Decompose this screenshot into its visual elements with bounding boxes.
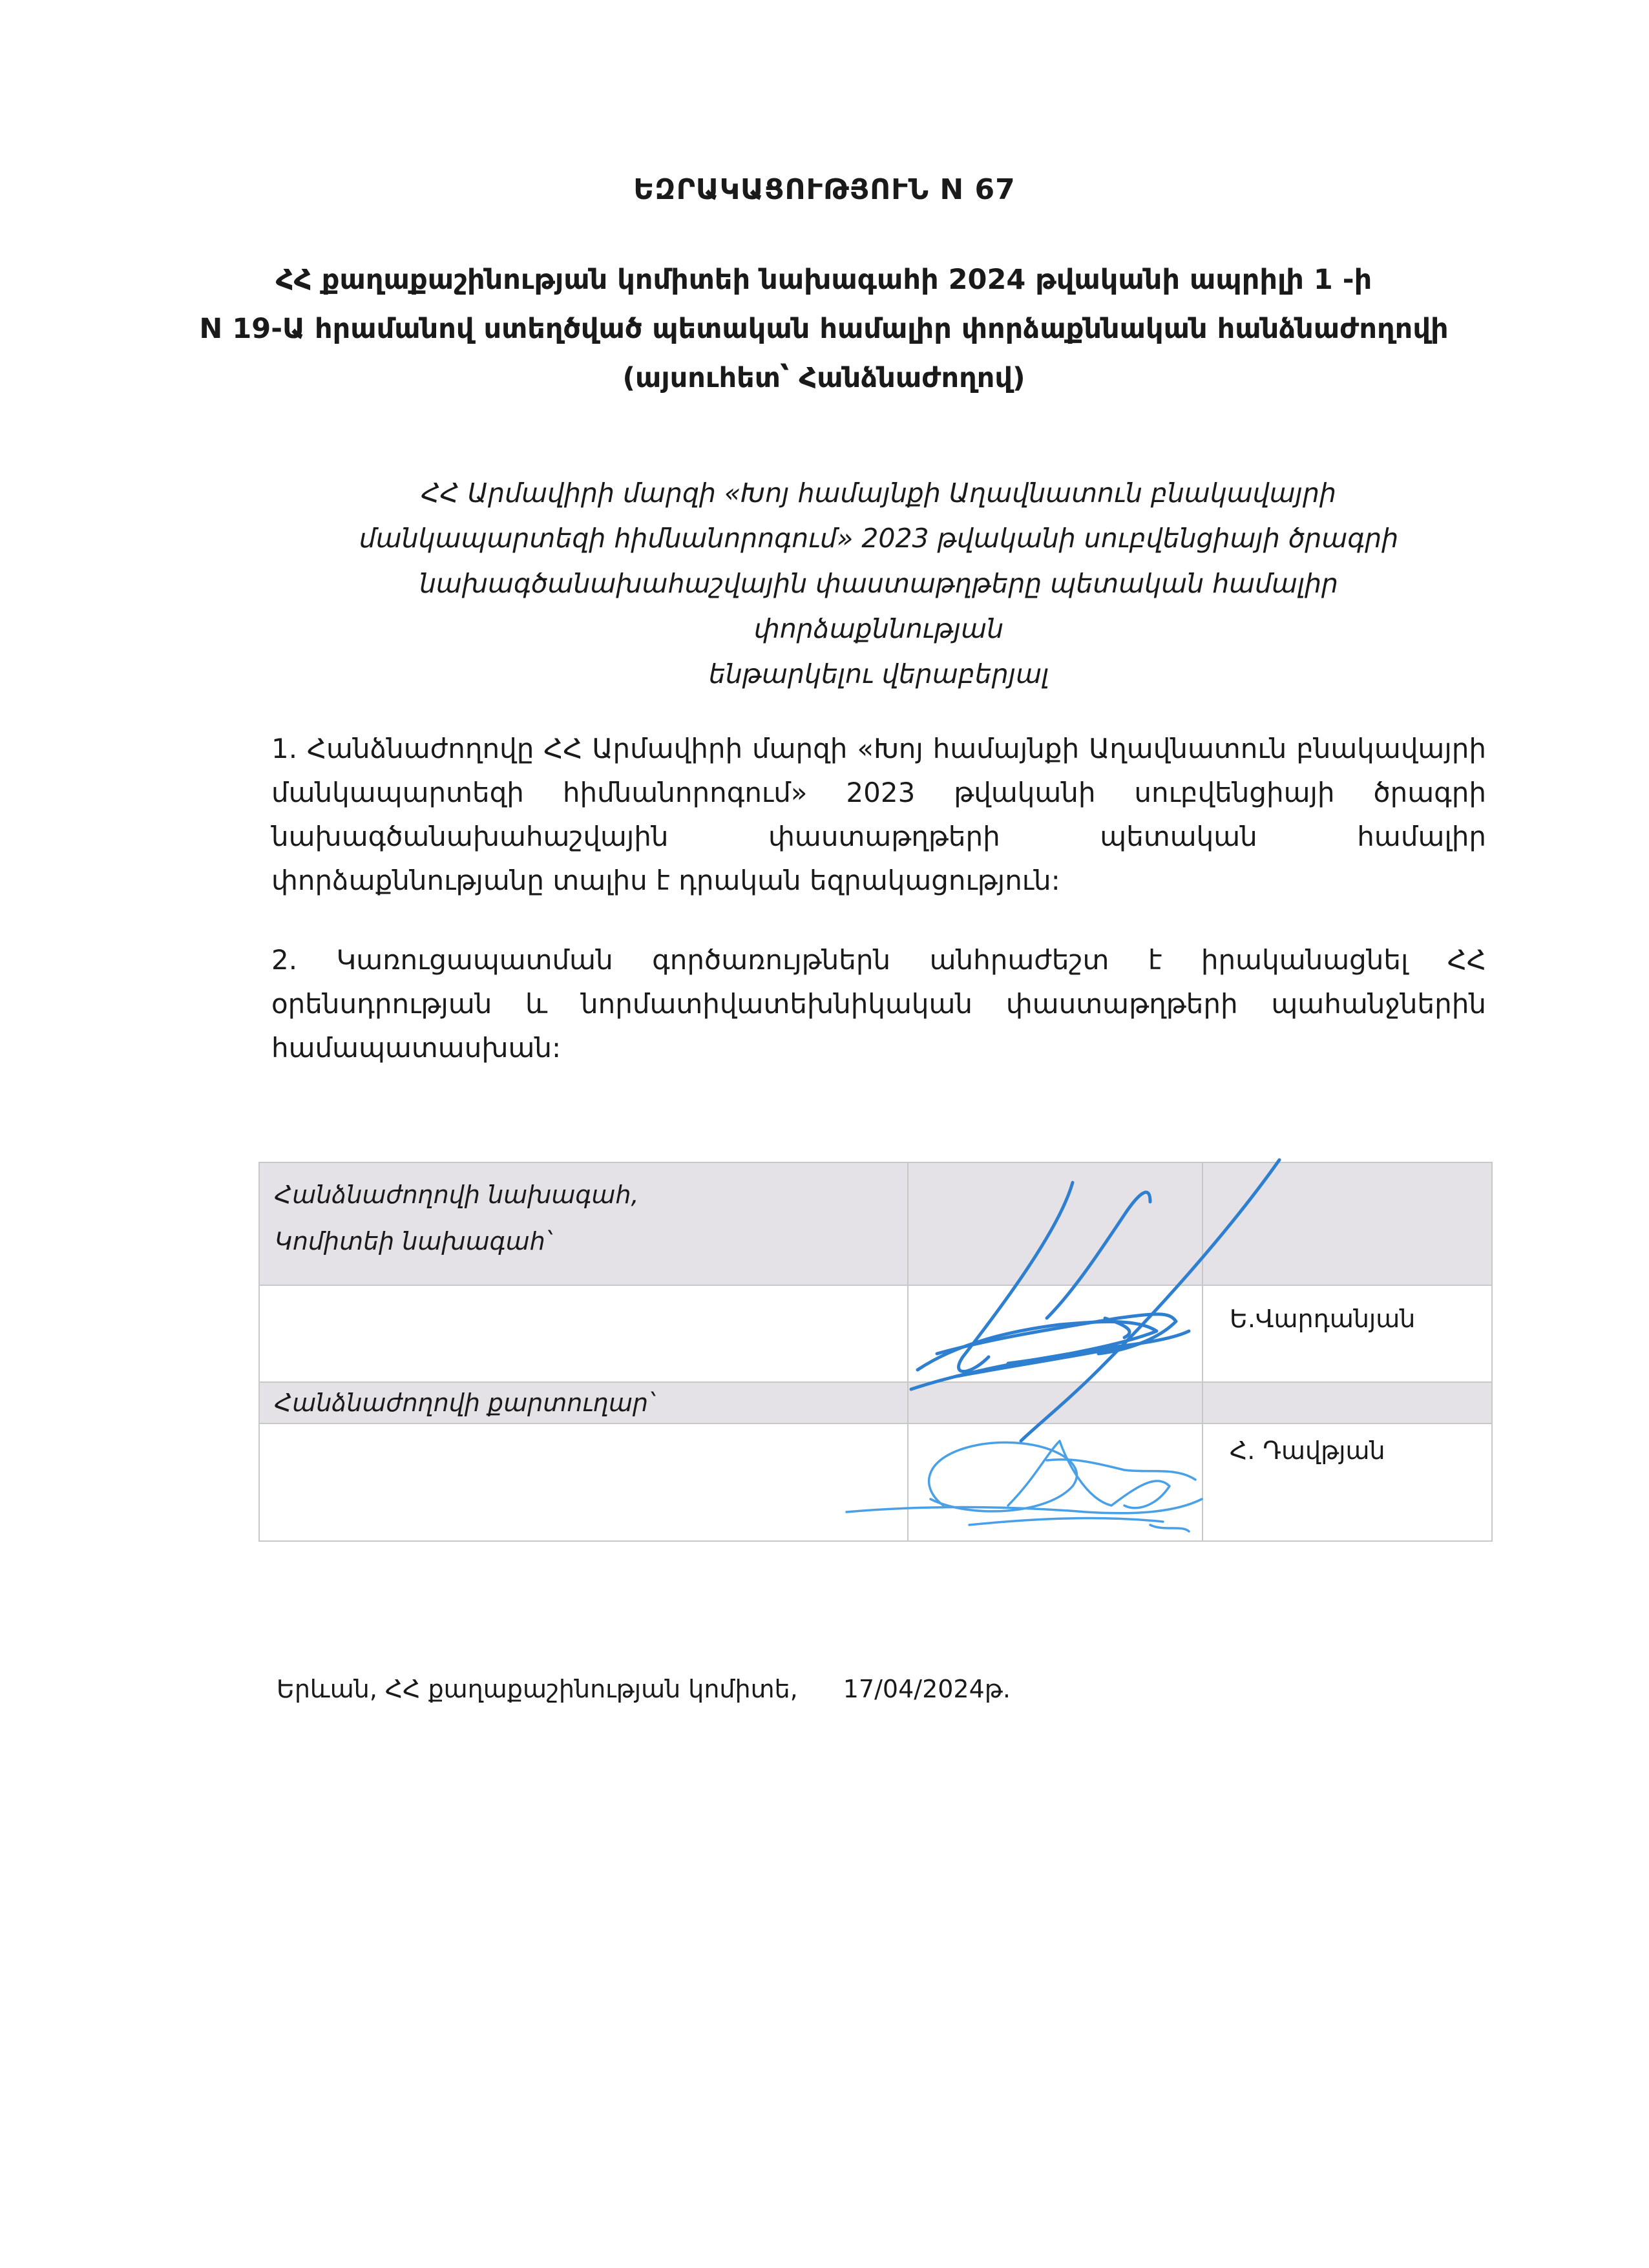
paragraph-1: 1. Հանձնաժողովը ՀՀ Արմավիրի մարզի «Խոյ համայնքի Աղավնատուն բնակավայրի մանկապարտեզի հիմնանորոգում» 2023 թվականի սուբվենցիայի ծրագրի նախագծանախահաշվային փաստաթղթերի պետական համալիր փորձաքննությանը տալիս է դրական եզրակացություն: bbox=[271, 733, 1486, 896]
paragraph-2: 2. Կառուցապատման գործառույթներն անհրաժեշտ է իրականացնել ՀՀ օրենսդրության և նորմատիվատեխնիկական փաստաթղթերի պահանջներին համապատասխան: bbox=[271, 944, 1486, 1064]
heading-line: (այսուհետ՝ Հանձնաժողով) bbox=[622, 362, 1025, 394]
subject-line: մանկապարտեզի հիմնանորոգում» 2023 թվականի սուբվենցիայի ծրագրի bbox=[359, 523, 1399, 554]
document-footer bbox=[277, 1675, 1011, 1703]
subject-line: ՀՀ Արմավիրի մարզի «Խոյ համայնքի Աղավնատուն բնակավայրի bbox=[421, 478, 1336, 509]
footer-date: 17/04/2024թ. bbox=[843, 1675, 1011, 1703]
footer-place: Երևան, ՀՀ քաղաքաշինության կոմիտե, bbox=[277, 1675, 798, 1703]
secretary-role: Հանձնաժողովի քարտուղար՝ bbox=[275, 1389, 655, 1417]
subject-line: նախագծանախահաշվային փաստաթղթերը պետական համալիր փորձաքննության bbox=[419, 568, 1339, 644]
heading-line: N 19-Ա հրամանով ստեղծված պետական համալիր փորձաքննական հանձնաժողովի bbox=[199, 313, 1449, 345]
chair-signature bbox=[911, 1160, 1279, 1441]
heading-line: ՀՀ քաղաքաշինության կոմիտեի նախագահի 2024 թվականի ապրիլի 1 -ի bbox=[275, 264, 1372, 296]
chair-role-line: Հանձնաժողովի նախագահ, bbox=[275, 1181, 639, 1209]
secretary-signature bbox=[846, 1441, 1202, 1531]
chair-name: Ե.Վարդանյան bbox=[1230, 1305, 1416, 1333]
document-title: ԵԶՐԱԿԱՑՈՒԹՅՈՒՆ N 67 bbox=[633, 173, 1016, 206]
chair-role-line: Կոմիտեի նախագահ՝ bbox=[275, 1227, 551, 1255]
subject-line: ենթարկելու վերաբերյալ bbox=[708, 658, 1049, 689]
secretary-name: Հ. Դավթյան bbox=[1230, 1436, 1385, 1465]
